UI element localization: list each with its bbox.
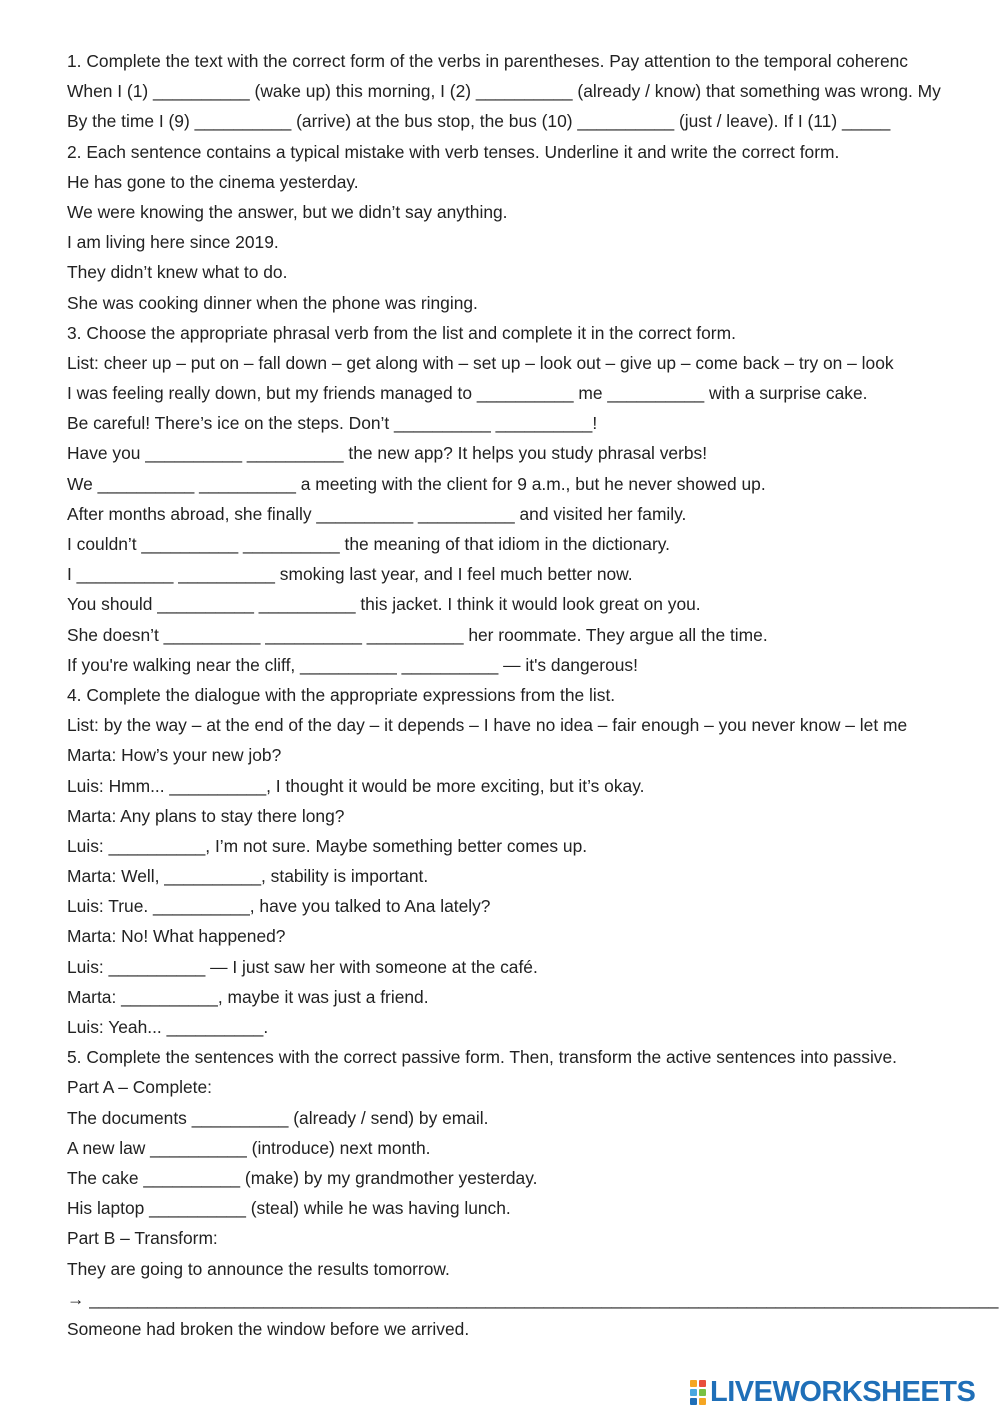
worksheet-line: The cake __________ (make) by my grandmother yesterday. bbox=[67, 1167, 538, 1188]
worksheet-line: After months abroad, she finally __________ __________ and visited her family. bbox=[67, 503, 687, 524]
worksheet-line: 2. Each sentence contains a typical mistake with verb tenses. Underline it and write the correct form. bbox=[67, 141, 840, 162]
worksheet-line: Luis: Yeah... __________. bbox=[67, 1017, 269, 1037]
worksheet-line: When I (1) __________ (wake up) this morning, I (2) __________ (already / know) that something was wrong. My bbox=[67, 81, 941, 102]
worksheet-line: Have you __________ __________ the new app? It helps you study phrasal verbs! bbox=[67, 443, 708, 464]
worksheet-body bbox=[67, 46, 1000, 1344]
worksheet-line: You should __________ __________ this jacket. I think it would look great on you. bbox=[67, 594, 701, 615]
worksheet-line: He has gone to the cinema yesterday. bbox=[67, 171, 359, 192]
worksheet-line: They are going to announce the results tomorrow. bbox=[67, 1258, 450, 1279]
worksheet-line: Marta: How’s your new job? bbox=[67, 745, 282, 766]
worksheet-line: His laptop __________ (steal) while he was having lunch. bbox=[67, 1198, 511, 1219]
worksheet-line: We __________ __________ a meeting with the client for 9 a.m., but he never showed up. bbox=[67, 473, 766, 494]
worksheet-line: Part B – Transform: bbox=[67, 1228, 218, 1249]
worksheet-line: We were knowing the answer, but we didn’t say anything. bbox=[67, 201, 508, 222]
liveworksheets-logo-icon bbox=[690, 1380, 706, 1405]
worksheet-line: List: cheer up – put on – fall down – get along with – set up – look out – give up – come back – try on – look bbox=[67, 352, 894, 373]
worksheet-line: She doesn’t __________ __________ __________ her roommate. They argue all the time. bbox=[67, 624, 768, 645]
worksheet-line: I am living here since 2019. bbox=[67, 232, 279, 253]
worksheet-line: A new law __________ (introduce) next month. bbox=[67, 1137, 431, 1158]
worksheet-line: She was cooking dinner when the phone was ringing. bbox=[67, 292, 478, 313]
worksheet-line: If you're walking near the cliff, __________ __________ — it's dangerous! bbox=[67, 654, 638, 675]
worksheet-line: I was feeling really down, but my friends managed to __________ me __________ with a surprise cake. bbox=[67, 383, 868, 404]
worksheet-line: → ______________________________________________________________________________________________ bbox=[67, 1288, 999, 1309]
worksheet-line: Luis: __________ — I just saw her with someone at the café. bbox=[67, 956, 538, 977]
worksheet-line: The documents __________ (already / send) by email. bbox=[67, 1107, 489, 1128]
liveworksheets-logo bbox=[690, 1372, 975, 1412]
worksheet-line: Luis: Hmm... __________, I thought it would be more exciting, but it’s okay. bbox=[67, 775, 645, 796]
worksheet-line: They didn’t knew what to do. bbox=[67, 262, 288, 283]
worksheet-line: Marta: No! What happened? bbox=[67, 926, 286, 947]
worksheet-line: 3. Choose the appropriate phrasal verb from the list and complete it in the correct form. bbox=[67, 322, 736, 343]
logo-text: LIVEWORKSHEETS bbox=[710, 1375, 976, 1408]
worksheet-line: By the time I (9) __________ (arrive) at the bus stop, the bus (10) __________ (just / leave). If I (11) _____ bbox=[67, 111, 891, 132]
worksheet-line: 5. Complete the sentences with the correct passive form. Then, transform the active sentences into passive. bbox=[67, 1047, 898, 1068]
worksheet-line: Part A – Complete: bbox=[67, 1077, 213, 1098]
worksheet-line: Luis: __________, I’m not sure. Maybe something better comes up. bbox=[67, 835, 588, 856]
worksheet-line: 4. Complete the dialogue with the appropriate expressions from the list. bbox=[67, 684, 616, 705]
worksheet-line: Marta: Well, __________, stability is important. bbox=[67, 866, 429, 887]
worksheet-line: Be careful! There’s ice on the steps. Don’t __________ __________! bbox=[67, 413, 598, 434]
worksheet-line: List: by the way – at the end of the day – it depends – I have no idea – fair enough – you never know – let me bbox=[67, 715, 908, 736]
worksheet-line: Someone had broken the window before we arrived. bbox=[67, 1318, 470, 1339]
worksheet-line: I __________ __________ smoking last year, and I feel much better now. bbox=[67, 564, 633, 585]
worksheet-line: Marta: __________, maybe it was just a friend. bbox=[67, 986, 429, 1007]
worksheet-line: Marta: Any plans to stay there long? bbox=[67, 805, 345, 826]
worksheet-line: I couldn’t __________ __________ the meaning of that idiom in the dictionary. bbox=[67, 534, 670, 554]
worksheet-line: Luis: True. __________, have you talked to Ana lately? bbox=[67, 896, 491, 917]
worksheet-line: 1. Complete the text with the correct form of the verbs in parentheses. Pay attention to the temporal coherenc bbox=[67, 51, 908, 71]
